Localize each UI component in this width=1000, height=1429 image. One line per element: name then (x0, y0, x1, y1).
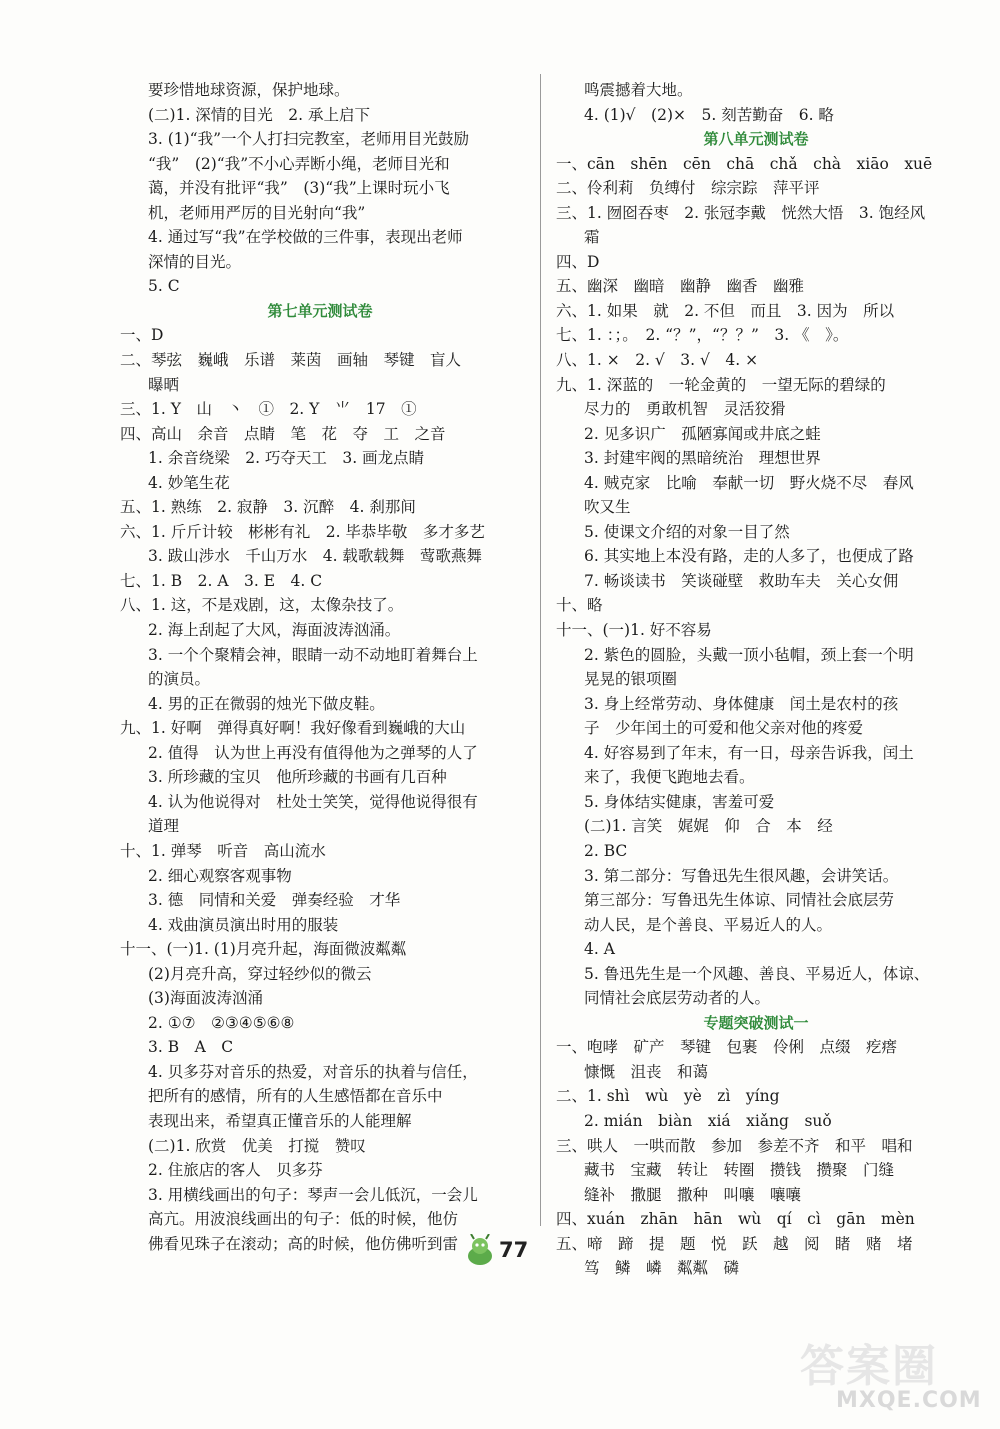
answer-line: 5. 使课文介绍的对象一目了然 (584, 522, 790, 541)
answer-line: 3. 所珍藏的宝贝 他所珍藏的书画有几百种 (148, 768, 447, 787)
answer-line: 2. 见多识广 孤陋寡闻或井底之蛙 (584, 424, 821, 443)
answer-line: 子 少年闰土的可爱和他父亲对他的疼爱 (584, 719, 864, 738)
answer-line: 深情的目光。 (148, 252, 242, 271)
answer-line: 4. 通过写“我”在学校做的三件事，表现出老师 (148, 228, 463, 247)
answer-line: 3. (1)“我”一个人打扫完教室，老师用目光鼓励 (148, 130, 470, 149)
answer-line: 1. 余音绕梁 2. 巧夺天工 3. 画龙点睛 (148, 449, 425, 468)
answer-line: 十、略 (556, 596, 603, 615)
answer-line: 九、1. 深蓝的 一轮金黄的 一望无际的碧绿的 (556, 375, 886, 394)
section-heading: 第八单元测试卷 (703, 130, 809, 149)
answer-line: 要珍惜地球资源，保护地球。 (148, 81, 350, 99)
answer-line: (二)1. 欣赏 优美 打搅 赞叹 (148, 1136, 366, 1155)
answer-line: 2. 值得 认为世上再没有值得他为之弹琴的人了 (148, 743, 478, 762)
answer-line: 一、D (120, 326, 164, 345)
answer-line: 道理 (148, 817, 180, 836)
answer-line: (2)月亮升高，穿过轻纱似的微云 (148, 964, 372, 983)
answer-line: 2. ①⑦ ②③④⑤⑥⑧ (148, 1013, 295, 1032)
answer-line: 3. 德 同情和关爱 弹奏经验 才华 (148, 891, 401, 910)
answer-line: 4. 贝多芬对音乐的热爱，对音乐的执着与信任， (148, 1062, 478, 1081)
answer-line: 霜 (584, 228, 600, 247)
answer-line: 2. mián biàn xiá xiǎng suǒ (584, 1111, 832, 1130)
answer-line: 缝补 撒腿 撒种 叫嚷 嚷嚷 (584, 1185, 802, 1204)
section-heading: 专题突破测试一 (703, 1013, 809, 1032)
answer-line: 来了，我便飞跑地去看。 (584, 768, 755, 787)
answer-line: 二、琴弦 巍峨 乐谱 莱茵 画轴 琴键 盲人 (120, 351, 462, 370)
answer-line: 笃 鳞 嶙 粼粼 磷 (584, 1259, 740, 1278)
right-answer-column (556, 78, 956, 1281)
answer-line: 第三部分：写鲁迅先生体谅、同情社会底层劳 (584, 891, 895, 910)
answer-line: 蔼，并没有批评“我” (3)“我”上课时玩小飞 (148, 179, 450, 198)
answer-line: 七、1. ：；。 2. “？”，“？？” 3. 《 》。 (556, 326, 849, 345)
answer-line: 二、伶利莉 负缚付 综宗踪 萍平评 (556, 179, 820, 198)
answer-line: 八、1. 这，不是戏剧，这，太像杂技了。 (120, 596, 404, 615)
answer-line: 四、D (556, 252, 600, 271)
answer-line: 3. 跋山涉水 千山万水 4. 载歌载舞 莺歌燕舞 (148, 547, 482, 566)
answer-line: 3. 用横线画出的句子：琴声一会儿低沉，一会儿 (148, 1185, 478, 1204)
answer-line: 四、高山 余音 点睛 笔 花 夺 工 之音 (120, 424, 446, 443)
answer-line: 2. BC (584, 841, 628, 860)
answer-line: 4. 妙笔生花 (148, 473, 230, 492)
answer-line: 的演员。 (148, 670, 211, 689)
watermark (800, 1330, 990, 1420)
watermark-logo: 答案圈 (800, 1341, 938, 1392)
answer-line: 5. 身体结实健康，害羞可爱 (584, 792, 775, 811)
answer-line: 4. 好容易到了年末，有一日，母亲告诉我，闰土 (584, 743, 914, 762)
answer-line: 曝晒 (148, 375, 180, 394)
answer-line: 7. 畅谈读书 笑谈碰壁 救助车夫 关心女佣 (584, 571, 899, 590)
answer-line: 九、1. 好啊 弹得真好啊！我好像看到巍峨的大山 (120, 719, 466, 738)
answer-line: 4. 戏曲演员演出时用的服装 (148, 915, 339, 934)
answer-line: “我” (2)“我”不小心弄断小绳，老师目光和 (148, 154, 450, 173)
answer-line: 5. 鲁迅先生是一个风趣、善良、平易近人，体谅、 (584, 964, 930, 983)
answer-line: 3. 身上经常劳动、身体健康 闰土是农村的孩 (584, 694, 899, 713)
answer-line: 把所有的感情，所有的人生感悟都在音乐中 (148, 1087, 443, 1106)
answer-line: 4. 男的正在微弱的烛光下做皮鞋。 (148, 694, 385, 713)
answer-line: 藏书 宝藏 转让 转圈 攒钱 攒聚 门缝 (584, 1161, 895, 1180)
answer-line: 5. C (148, 277, 180, 296)
answer-line: (3)海面波涛汹涌 (148, 989, 263, 1008)
answer-line: 慷慨 沮丧 和蔼 (584, 1062, 709, 1081)
answer-line: 佛看见珠子在滚动；高的时候，他仿佛听到雷 (148, 1234, 459, 1253)
page-number-text: 77 (499, 1238, 529, 1262)
answer-line: 三、1. Y 山 丶 ① 2. Y ⺌ 17 ① (120, 400, 417, 419)
answer-line: 高亢。用波浪线画出的句子：低的时候，他仿 (148, 1210, 459, 1229)
answer-line: 4. 认为他说得对 杜处士笑笑，觉得他说得很有 (148, 792, 478, 811)
answer-line: 十一、(一)1. 好不容易 (556, 621, 712, 640)
answer-line: 晃晃的银项圈 (584, 670, 678, 689)
answer-line: 十、1. 弹琴 听音 高山流水 (120, 841, 326, 860)
answer-line: 一、咆哮 矿产 琴键 包裹 伶俐 点缀 疙瘩 (556, 1038, 898, 1057)
answer-line: 表现出来，希望真正懂音乐的人能理解 (148, 1111, 412, 1130)
answer-line: 3. 第二部分：写鲁迅先生很风趣，会讲笑话。 (584, 866, 899, 885)
answer-line: 尽力的 勇敢机智 灵活狡猾 (584, 400, 786, 419)
answer-line: (二)1. 深情的目光 2. 承上启下 (148, 105, 371, 124)
answer-line: 三、哄人 一哄而散 参加 参差不齐 和平 唱和 (556, 1136, 913, 1155)
answer-line: 一、cān shēn cēn chā chǎ chà xiāo xuē (556, 154, 933, 173)
answer-line: 六、1. 斤斤计较 彬彬有礼 2. 毕恭毕敬 多才多艺 (120, 522, 485, 541)
answer-line: 六、1. 如果 就 2. 不但 而且 3. 因为 所以 (556, 301, 895, 320)
answer-line: 动人民，是个善良、平易近人的人。 (584, 915, 833, 934)
answer-line: (二)1. 言笑 娓娓 仰 合 本 经 (584, 817, 833, 836)
answer-line: 五、幽深 幽暗 幽静 幽香 幽雅 (556, 277, 805, 296)
answer-line: 十一、(一)1. (1)月亮升起，海面微波粼粼 (120, 940, 407, 959)
section-heading: 第七单元测试卷 (267, 301, 373, 320)
answer-line: 6. 其实地上本没有路，走的人多了，也便成了路 (584, 547, 914, 566)
answer-line: 二、1. shì wù yè zì yíng (556, 1087, 780, 1106)
page-number (455, 1232, 555, 1272)
answer-line: 四、xuán zhān hān wù qí cì gān mèn (556, 1210, 915, 1229)
answer-line: 吹又生 (584, 498, 631, 517)
answer-line: 4. (1)√ (2)× 5. 刻苦勤奋 6. 略 (584, 105, 834, 124)
answer-line: 鸣震撼着大地。 (584, 81, 693, 99)
answer-line: 3. 一个个聚精会神，眼睛一动不动地盯着舞台上 (148, 645, 478, 664)
answer-line: 五、1. 熟练 2. 寂静 3. 沉醉 4. 刹那间 (120, 498, 416, 517)
answer-line: 三、1. 囫囵吞枣 2. 张冠李戴 恍然大悟 3. 饱经风 (556, 203, 926, 222)
watermark-url: MXQE.COM (836, 1388, 982, 1413)
answer-line: 3. B A C (148, 1038, 234, 1057)
answer-line: 2. 紫色的圆脸，头戴一顶小毡帽，颈上套一个明 (584, 645, 914, 664)
mascot-icon (465, 1234, 495, 1268)
answer-line: 4. 贼克家 比喻 奉献一切 野火烧不尽 春风 (584, 473, 914, 492)
answer-line: 3. 封建牢阀的黑暗统治 理想世界 (584, 449, 821, 468)
answer-line: 4. A (584, 940, 615, 959)
answer-line: 2. 住旅店的客人 贝多芬 (148, 1161, 323, 1180)
answer-line: 五、啼 蹄 提 题 悦 跃 越 阅 睹 赌 堵 (556, 1234, 913, 1253)
answer-line: 2. 海上刮起了大风，海面波涛汹涌。 (148, 621, 401, 640)
answer-line: 机，老师用严厉的目光射向“我” (148, 203, 366, 222)
answer-line: 八、1. × 2. √ 3. √ 4. × (556, 351, 759, 370)
answer-line: 同情社会底层劳动者的人。 (584, 989, 771, 1008)
answer-line: 七、1. B 2. A 3. E 4. C (120, 571, 323, 590)
answer-line: 2. 细心观察客观事物 (148, 866, 292, 885)
left-answer-column (120, 78, 520, 1256)
column-divider (540, 74, 541, 1226)
